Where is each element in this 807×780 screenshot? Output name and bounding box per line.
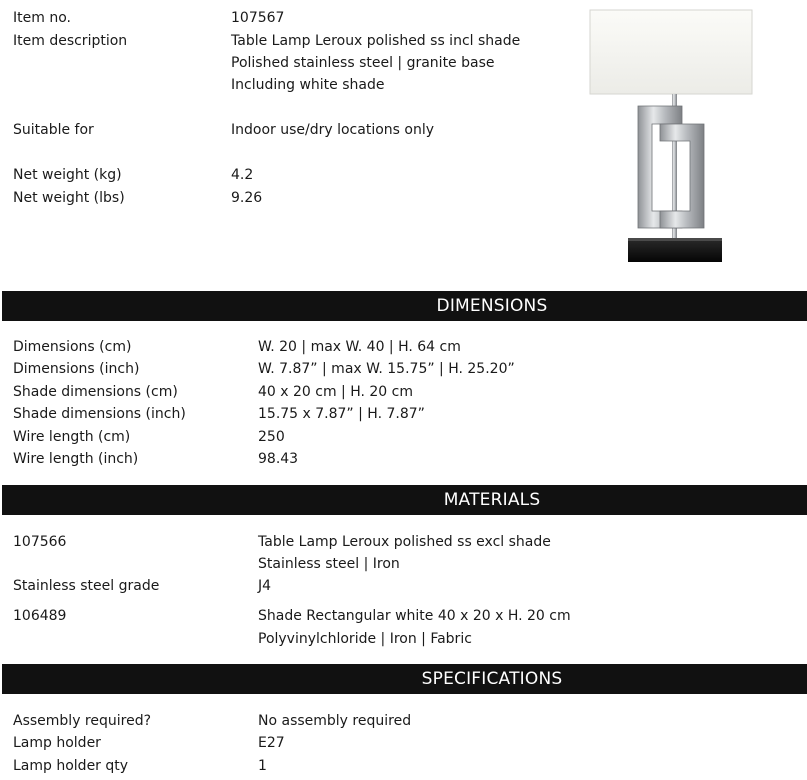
dim-row-value: 250 xyxy=(258,429,285,445)
material-item-line: Stainless steel | Iron xyxy=(258,556,400,572)
lamp-granite-base xyxy=(628,238,722,262)
dimensions-header-bar xyxy=(2,291,807,321)
suitable-for-value: Indoor use/dry locations only xyxy=(231,122,435,138)
dim-row-value: 98.43 xyxy=(258,451,299,467)
lamp-shade xyxy=(590,10,752,94)
item-description-material: Polished stainless steel | granite base xyxy=(231,55,495,71)
spec-row-value: 1 xyxy=(258,758,267,774)
specifications-title: SPECIFICATIONS xyxy=(421,669,563,689)
spec-row-value: E27 xyxy=(258,735,285,751)
spec-row-label: Lamp holder qty xyxy=(13,758,129,774)
spec-row-value: No assembly required xyxy=(258,713,412,729)
material-item-line: Table Lamp Leroux polished ss excl shade xyxy=(258,534,551,550)
lamp-frame-right xyxy=(660,124,704,228)
dim-row-label: Shade dimensions (inch) xyxy=(13,406,186,422)
materials-header-bar xyxy=(2,485,807,515)
dim-row-value: W. 7.87” | max W. 15.75” | H. 25.20” xyxy=(258,361,515,377)
item-no-label: Item no. xyxy=(13,10,71,26)
net-weight-kg-value: 4.2 xyxy=(231,167,254,183)
dim-row-label: Dimensions (inch) xyxy=(13,361,140,377)
dimensions-title: DIMENSIONS xyxy=(436,296,548,316)
net-weight-lbs-label: Net weight (lbs) xyxy=(13,190,125,206)
net-weight-kg-label: Net weight (kg) xyxy=(13,167,122,183)
dim-row-value: 40 x 20 cm | H. 20 cm xyxy=(258,384,413,400)
specifications-header-bar xyxy=(2,664,807,694)
item-description-label: Item description xyxy=(13,33,128,49)
dim-row-label: Shade dimensions (cm) xyxy=(13,384,178,400)
table-lamp-product-image xyxy=(586,6,756,268)
suitable-for-label: Suitable for xyxy=(13,122,94,138)
dim-row-value: W. 20 | max W. 40 | H. 64 cm xyxy=(258,339,461,355)
material-item-line: Polyvinylchloride | Iron | Fabric xyxy=(258,631,472,647)
materials-title: MATERIALS xyxy=(443,490,541,510)
material-item-line: Shade Rectangular white 40 x 20 x H. 20 cm xyxy=(258,608,571,624)
material-item-label: 107566 xyxy=(13,534,67,550)
material-item-line: J4 xyxy=(258,578,272,594)
net-weight-lbs-value: 9.26 xyxy=(231,190,263,206)
item-description-shade: Including white shade xyxy=(231,77,385,93)
dim-row-label: Dimensions (cm) xyxy=(13,339,132,355)
item-description-value: Table Lamp Leroux polished ss incl shade xyxy=(231,33,521,49)
item-no-value: 107567 xyxy=(231,10,285,26)
dim-row-value: 15.75 x 7.87” | H. 7.87” xyxy=(258,406,425,422)
dim-row-label: Wire length (inch) xyxy=(13,451,139,467)
spec-row-label: Lamp holder xyxy=(13,735,101,751)
spec-row-label: Assembly required? xyxy=(13,713,152,729)
dim-row-label: Wire length (cm) xyxy=(13,429,131,445)
material-item-label: Stainless steel grade xyxy=(13,578,160,594)
material-item-label: 106489 xyxy=(13,608,67,624)
